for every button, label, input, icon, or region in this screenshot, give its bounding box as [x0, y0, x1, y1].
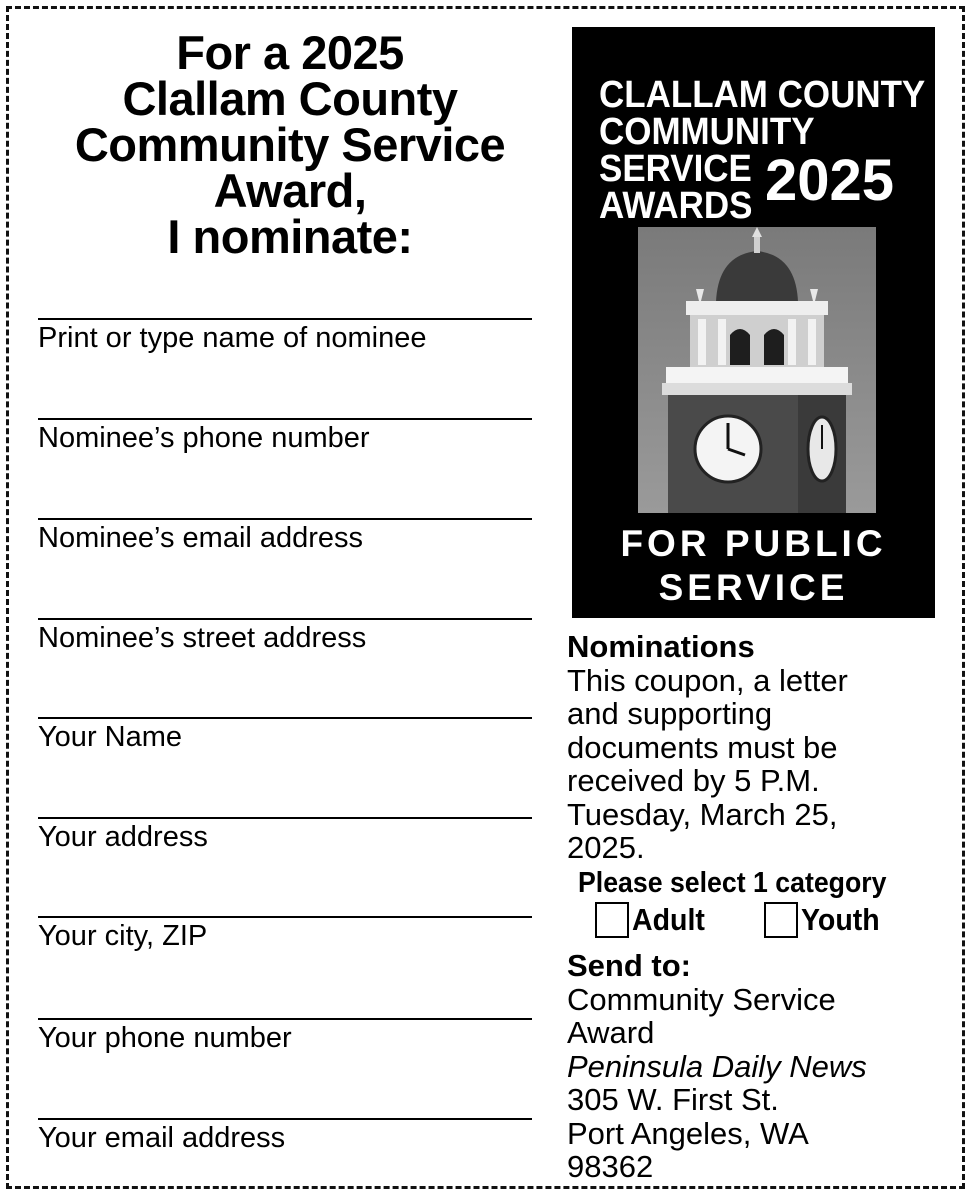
nominee-name-field[interactable]	[38, 318, 532, 354]
your-city-zip-field[interactable]	[38, 916, 532, 952]
write-line[interactable]	[38, 916, 532, 918]
headline	[30, 26, 550, 263]
your-name-field[interactable]	[38, 717, 532, 753]
street-address: 305 W. First St.	[567, 1082, 779, 1117]
send-to-line: Community Service	[567, 981, 836, 1017]
write-line[interactable]	[38, 1118, 532, 1120]
publication-name: Peninsula Daily News	[567, 1048, 867, 1084]
nominations-text-line: received by 5 P.M.	[567, 763, 820, 798]
headline-line: I nominate:	[167, 210, 413, 263]
headline-line: Community Service	[74, 118, 506, 171]
field-label: Nominee’s street address	[38, 622, 367, 654]
youth-checkbox[interactable]	[764, 902, 798, 938]
nominations-text-line: Tuesday, March 25,	[567, 796, 838, 832]
send-to-line: Award	[567, 1015, 655, 1050]
headline-line: Award,	[213, 164, 367, 217]
nominations-text-line: 2025.	[567, 830, 645, 865]
poster-year: 2025	[765, 148, 895, 213]
write-line[interactable]	[38, 717, 532, 719]
adult-label: Adult	[632, 902, 705, 937]
nominee-email-field[interactable]	[38, 518, 532, 554]
write-line[interactable]	[38, 518, 532, 520]
headline-line: For a 2025	[176, 26, 404, 79]
poster-title-line: COMMUNITY	[599, 111, 815, 153]
poster-footer-line: FOR PUBLIC	[620, 523, 887, 564]
write-line[interactable]	[38, 418, 532, 420]
write-line[interactable]	[38, 817, 532, 819]
send-to-heading: Send to:	[567, 948, 691, 983]
send-to-info	[567, 949, 957, 1184]
nominations-heading: Nominations	[567, 629, 755, 664]
headline-line: Clallam County	[122, 72, 458, 125]
nominations-text-line: documents must be	[567, 729, 838, 765]
awards-poster	[572, 27, 935, 618]
adult-option[interactable]	[595, 902, 711, 938]
nominations-text-line: and supporting	[567, 696, 773, 731]
field-label: Your address	[38, 821, 208, 853]
your-phone-field[interactable]	[38, 1018, 532, 1054]
nominee-street-field[interactable]	[38, 618, 532, 654]
poster-title-line: CLALLAM COUNTY	[599, 74, 926, 116]
clock-tower-photo	[638, 227, 876, 513]
field-label: Your phone number	[38, 1022, 292, 1054]
field-label: Your email address	[38, 1122, 286, 1154]
field-label: Your Name	[38, 721, 183, 753]
category-prompt: Please select 1 category	[578, 867, 887, 899]
write-line[interactable]	[38, 1018, 532, 1020]
nominee-phone-field[interactable]	[38, 418, 532, 454]
field-label: Nominee’s email address	[38, 522, 364, 554]
poster-title-line: SERVICE	[599, 148, 752, 190]
poster-title-line: AWARDS	[599, 185, 753, 227]
clock-tower-illustration	[638, 227, 876, 513]
nominations-info	[567, 630, 957, 865]
poster-footer	[572, 522, 935, 610]
youth-label: Youth	[801, 902, 880, 937]
poster-footer-line: SERVICE	[658, 567, 849, 608]
your-address-field[interactable]	[38, 817, 532, 853]
nominations-text-line: This coupon, a letter	[567, 662, 848, 698]
youth-option[interactable]	[764, 902, 887, 938]
field-label: Nominee’s phone number	[38, 422, 370, 454]
write-line[interactable]	[38, 618, 532, 620]
zip-code: 98362	[567, 1149, 654, 1184]
city-state: Port Angeles, WA	[567, 1115, 809, 1151]
write-line[interactable]	[38, 318, 532, 320]
your-email-field[interactable]	[38, 1118, 532, 1154]
field-label: Print or type name of nominee	[38, 322, 427, 354]
field-label: Your city, ZIP	[38, 920, 208, 952]
adult-checkbox[interactable]	[595, 902, 629, 938]
